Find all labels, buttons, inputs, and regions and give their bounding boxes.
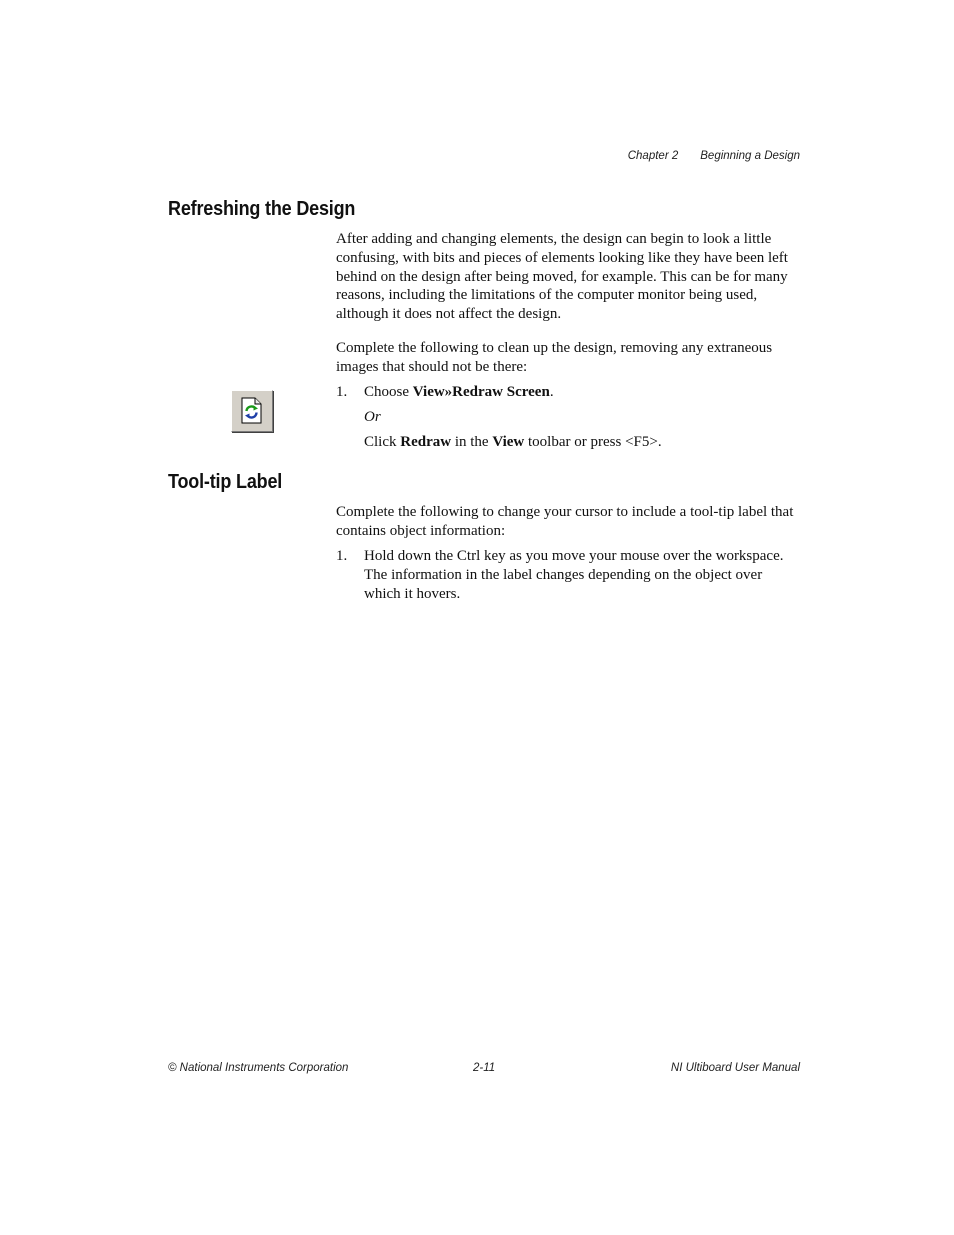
redraw-button-name: Redraw	[400, 434, 452, 450]
chapter-number: Chapter 2	[627, 150, 679, 162]
tooltip-step-1	[336, 547, 800, 603]
chapter-title: Beginning a Design	[700, 150, 800, 162]
view-toolbar-name: View	[492, 434, 525, 450]
refreshing-step-1	[336, 383, 800, 402]
alternate-instruction: Click Redraw in the View toolbar or press <F5>.	[364, 434, 662, 450]
refreshing-paragraph-2	[336, 339, 800, 377]
footer-manual-title: NI Ultiboard User Manual	[670, 1062, 800, 1074]
running-header	[628, 150, 800, 162]
step-number: 1.	[336, 548, 348, 564]
footer-page-number: 2-11	[473, 1062, 496, 1074]
step-text: Choose View»Redraw Screen.	[364, 384, 554, 400]
redraw-page-icon	[240, 397, 264, 425]
paragraph-text: Complete the following to change your cursor to include a tool-tip label that contains object information:	[336, 504, 794, 539]
refreshing-paragraph-1	[336, 230, 800, 324]
paragraph-text: After adding and changing elements, the design can begin to look a little confusing, with bits and pieces of elements looking like they have been left behind on the design after being moved, for example. This can be for many reasons, including the limitations of the computer monitor being used, although it does not affect the design.	[336, 231, 788, 323]
paragraph-text: Complete the following to clean up the design, removing any extraneous images that should not be there:	[336, 340, 773, 375]
step-number: 1.	[336, 384, 348, 400]
section-title-tooltip: Tool-tip Label	[168, 471, 283, 493]
step-text: Hold down the Ctrl key as you move your mouse over the workspace. The information in the label changes depending on the object over which it hovers.	[364, 548, 784, 602]
or-separator: Or	[364, 409, 381, 425]
tooltip-paragraph-1	[336, 503, 800, 541]
footer-copyright: © National Instruments Corporation	[168, 1062, 349, 1074]
redraw-icon	[231, 390, 273, 432]
section-title-refreshing: Refreshing the Design	[168, 198, 356, 220]
menu-path: View»Redraw Screen	[412, 384, 550, 400]
